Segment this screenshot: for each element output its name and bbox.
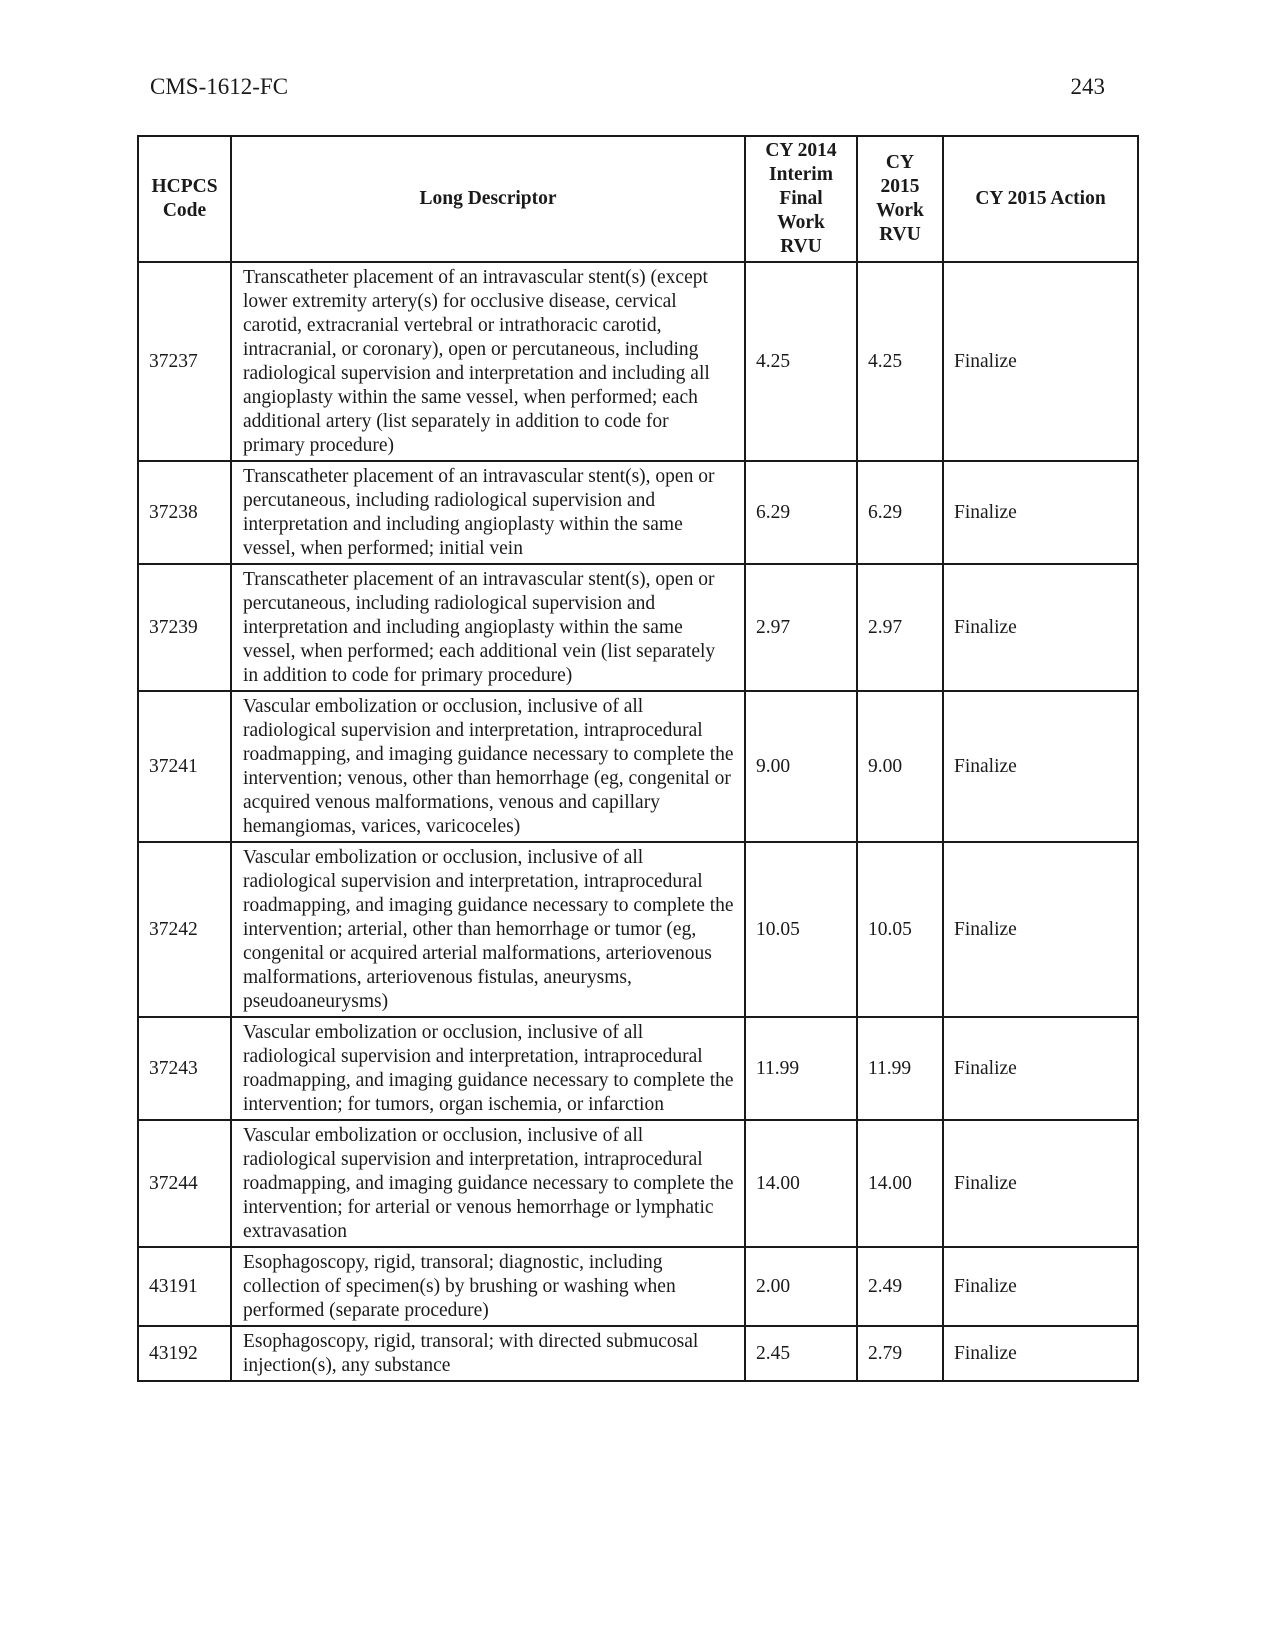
hcpcs-code-cell: 43192 — [138, 1326, 231, 1381]
header-line: CY 2014 — [765, 140, 837, 161]
cy2015-rvu-cell: 9.00 — [857, 691, 943, 842]
cy2015-rvu-cell: 11.99 — [857, 1017, 943, 1120]
long-descriptor-cell: Vascular embolization or occlusion, inclusive of all radiological supervision and interpretation, intraprocedural roadmapping, and imaging guidance necessary to complete the intervention; venous, other than hemorrhage (eg, congenital or acquired venous malformations, venous and capillary hemangiomas, varices, varicoceles) — [231, 691, 745, 842]
action-cell: Finalize — [943, 1120, 1138, 1247]
action-cell: Finalize — [943, 1247, 1138, 1326]
long-descriptor-cell: Vascular embolization or occlusion, inclusive of all radiological supervision and interpretation, intraprocedural roadmapping, and imaging guidance necessary to complete the intervention; for tumors, organ ischemia, or infarction — [231, 1017, 745, 1120]
header-line: Final — [779, 188, 823, 209]
table-row — [138, 564, 1138, 691]
cy2014-rvu-cell: 4.25 — [745, 262, 857, 461]
hcpcs-code-cell: 37239 — [138, 564, 231, 691]
header-line: Code — [162, 200, 207, 221]
rvu-table — [137, 135, 1139, 1382]
hcpcs-code-cell: 37237 — [138, 262, 231, 461]
header-line: CY — [885, 152, 915, 173]
header-line: Interim — [769, 164, 833, 185]
table-row — [138, 842, 1138, 1017]
column-header-cy2015-action — [943, 136, 1138, 262]
long-descriptor-cell: Transcatheter placement of an intravascular stent(s), open or percutaneous, including radiological supervision and interpretation and including angioplasty within the same vessel, when performed; initial vein — [231, 461, 745, 564]
cy2015-rvu-cell: 4.25 — [857, 262, 943, 461]
cy2015-rvu-cell: 6.29 — [857, 461, 943, 564]
header-line: RVU — [879, 224, 921, 245]
cy2014-rvu-cell: 14.00 — [745, 1120, 857, 1247]
table-row — [138, 1326, 1138, 1381]
cy2015-rvu-cell: 2.97 — [857, 564, 943, 691]
cy2014-rvu-cell: 2.45 — [745, 1326, 857, 1381]
cy2015-rvu-cell: 2.79 — [857, 1326, 943, 1381]
long-descriptor-cell: Esophagoscopy, rigid, transoral; with directed submucosal injection(s), any substance — [231, 1326, 745, 1381]
cy2014-rvu-cell: 10.05 — [745, 842, 857, 1017]
header-line: Long Descriptor — [419, 188, 557, 209]
table-row — [138, 461, 1138, 564]
action-cell: Finalize — [943, 461, 1138, 564]
column-header-cy2015-rvu — [857, 136, 943, 262]
cy2014-rvu-cell: 9.00 — [745, 691, 857, 842]
action-cell: Finalize — [943, 691, 1138, 842]
long-descriptor-cell: Vascular embolization or occlusion, inclusive of all radiological supervision and interpretation, intraprocedural roadmapping, and imaging guidance necessary to complete the intervention; arterial, other than hemorrhage or tumor (eg, congenital or acquired arterial malformations, arteriovenous malformations, arteriovenous fistulas, aneurysms, pseudoaneurysms) — [231, 842, 745, 1017]
long-descriptor-cell: Transcatheter placement of an intravascular stent(s), open or percutaneous, including radiological supervision and interpretation and including angioplasty within the same vessel, when performed; each additional vein (list separately in addition to code for primary procedure) — [231, 564, 745, 691]
header-line: RVU — [780, 236, 822, 257]
column-header-long-descriptor — [231, 136, 745, 262]
hcpcs-code-cell: 37241 — [138, 691, 231, 842]
header-line: CY 2015 Action — [975, 188, 1106, 209]
hcpcs-code-cell: 37238 — [138, 461, 231, 564]
cy2015-rvu-cell: 2.49 — [857, 1247, 943, 1326]
cy2014-rvu-cell: 6.29 — [745, 461, 857, 564]
long-descriptor-cell: Vascular embolization or occlusion, inclusive of all radiological supervision and interpretation, intraprocedural roadmapping, and imaging guidance necessary to complete the intervention; for arterial or venous hemorrhage or lymphatic extravasation — [231, 1120, 745, 1247]
long-descriptor-cell: Transcatheter placement of an intravascular stent(s) (except lower extremity artery(s) for occlusive disease, cervical carotid, extracranial vertebral or intrathoracic carotid, intracranial, or coronary), open or percutaneous, including radiological supervision and interpretation and including all angioplasty within the same vessel, when performed; each additional artery (list separately in addition to code for primary procedure) — [231, 262, 745, 461]
action-cell: Finalize — [943, 1017, 1138, 1120]
column-header-hcpcs-code — [138, 136, 231, 262]
document-id: CMS-1612-FC — [150, 74, 289, 99]
header-line: HCPCS — [151, 176, 218, 197]
hcpcs-code-cell: 37244 — [138, 1120, 231, 1247]
table-row — [138, 1017, 1138, 1120]
cy2014-rvu-cell: 2.97 — [745, 564, 857, 691]
cy2014-rvu-cell: 11.99 — [745, 1017, 857, 1120]
table-row — [138, 262, 1138, 461]
cy2014-rvu-cell: 2.00 — [745, 1247, 857, 1326]
action-cell: Finalize — [943, 1326, 1138, 1381]
action-cell: Finalize — [943, 564, 1138, 691]
hcpcs-code-cell: 43191 — [138, 1247, 231, 1326]
header-line: Work — [777, 212, 825, 233]
page-header — [150, 74, 1125, 108]
table-header-row — [138, 136, 1138, 262]
action-cell: Finalize — [943, 262, 1138, 461]
long-descriptor-cell: Esophagoscopy, rigid, transoral; diagnostic, including collection of specimen(s) by brushing or washing when performed (separate procedure) — [231, 1247, 745, 1326]
hcpcs-code-cell: 37243 — [138, 1017, 231, 1120]
table-row — [138, 691, 1138, 842]
hcpcs-code-cell: 37242 — [138, 842, 231, 1017]
header-line: 2015 — [880, 176, 920, 197]
cy2015-rvu-cell: 10.05 — [857, 842, 943, 1017]
header-line: Work — [876, 200, 924, 221]
column-header-cy2014-rvu — [745, 136, 857, 262]
action-cell: Finalize — [943, 842, 1138, 1017]
page-number: 243 — [1070, 74, 1105, 99]
cy2015-rvu-cell: 14.00 — [857, 1120, 943, 1247]
table-row — [138, 1247, 1138, 1326]
table-row — [138, 1120, 1138, 1247]
